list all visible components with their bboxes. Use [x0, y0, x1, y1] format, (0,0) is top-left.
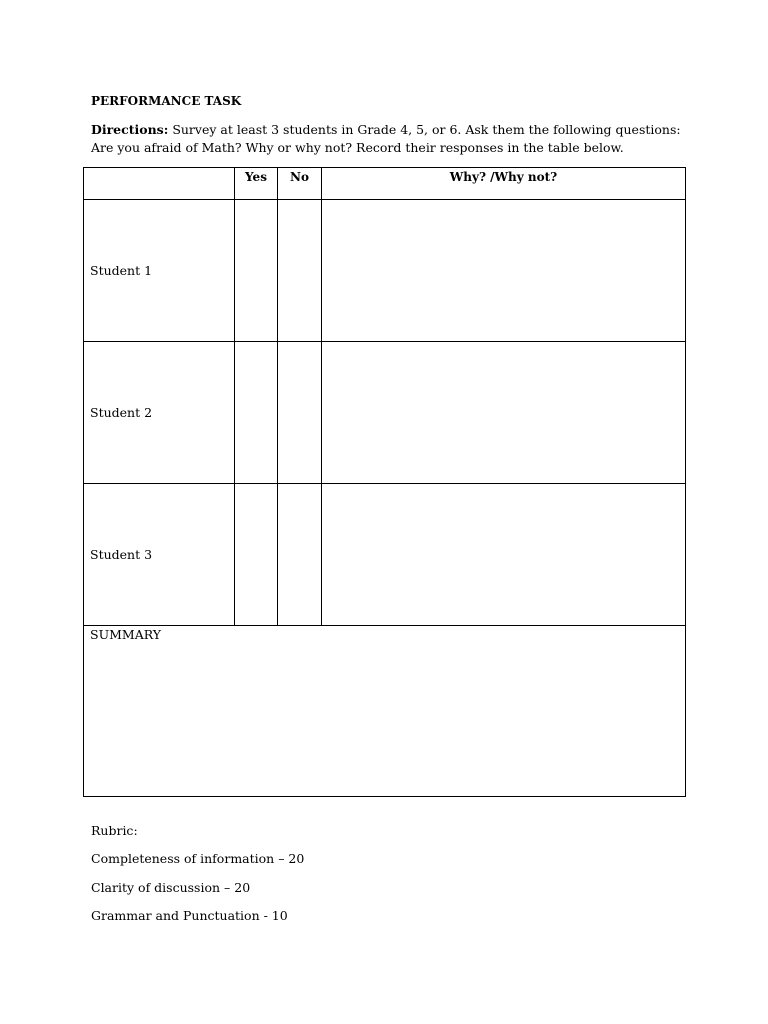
header-why: Why? /Why not? [322, 168, 686, 200]
yes-cell[interactable] [235, 484, 278, 626]
header-yes: Yes [235, 168, 278, 200]
no-cell[interactable] [278, 484, 322, 626]
student-label: Student 2 [84, 342, 235, 484]
rubric-heading: Rubric: [91, 823, 138, 838]
no-cell[interactable] [278, 342, 322, 484]
summary-cell[interactable] [84, 626, 686, 797]
directions-paragraph [91, 121, 691, 157]
student-label: Student 3 [84, 484, 235, 626]
rubric-item: Completeness of information – 20 [91, 851, 305, 866]
why-cell[interactable] [322, 342, 686, 484]
no-cell[interactable] [278, 200, 322, 342]
table-row [84, 200, 686, 342]
directions-lead: Directions: [91, 122, 169, 137]
yes-cell[interactable] [235, 200, 278, 342]
table-row [84, 484, 686, 626]
table-row [84, 342, 686, 484]
summary-label: SUMMARY [90, 627, 162, 642]
summary-row [84, 626, 686, 797]
header-no: No [278, 168, 322, 200]
survey-table [83, 167, 686, 797]
rubric-item: Grammar and Punctuation - 10 [91, 908, 288, 923]
rubric-item: Clarity of discussion – 20 [91, 880, 251, 895]
table-header-row [84, 168, 686, 200]
yes-cell[interactable] [235, 342, 278, 484]
directions-text: Survey at least 3 students in Grade 4, 5, or 6. Ask them the following questions: Are you afraid of Math? Why or why not? Record their responses in the table below. [91, 122, 681, 155]
why-cell[interactable] [322, 200, 686, 342]
page-title: PERFORMANCE TASK [91, 94, 242, 108]
why-cell[interactable] [322, 484, 686, 626]
student-label: Student 1 [84, 200, 235, 342]
header-blank-cell [84, 168, 235, 200]
